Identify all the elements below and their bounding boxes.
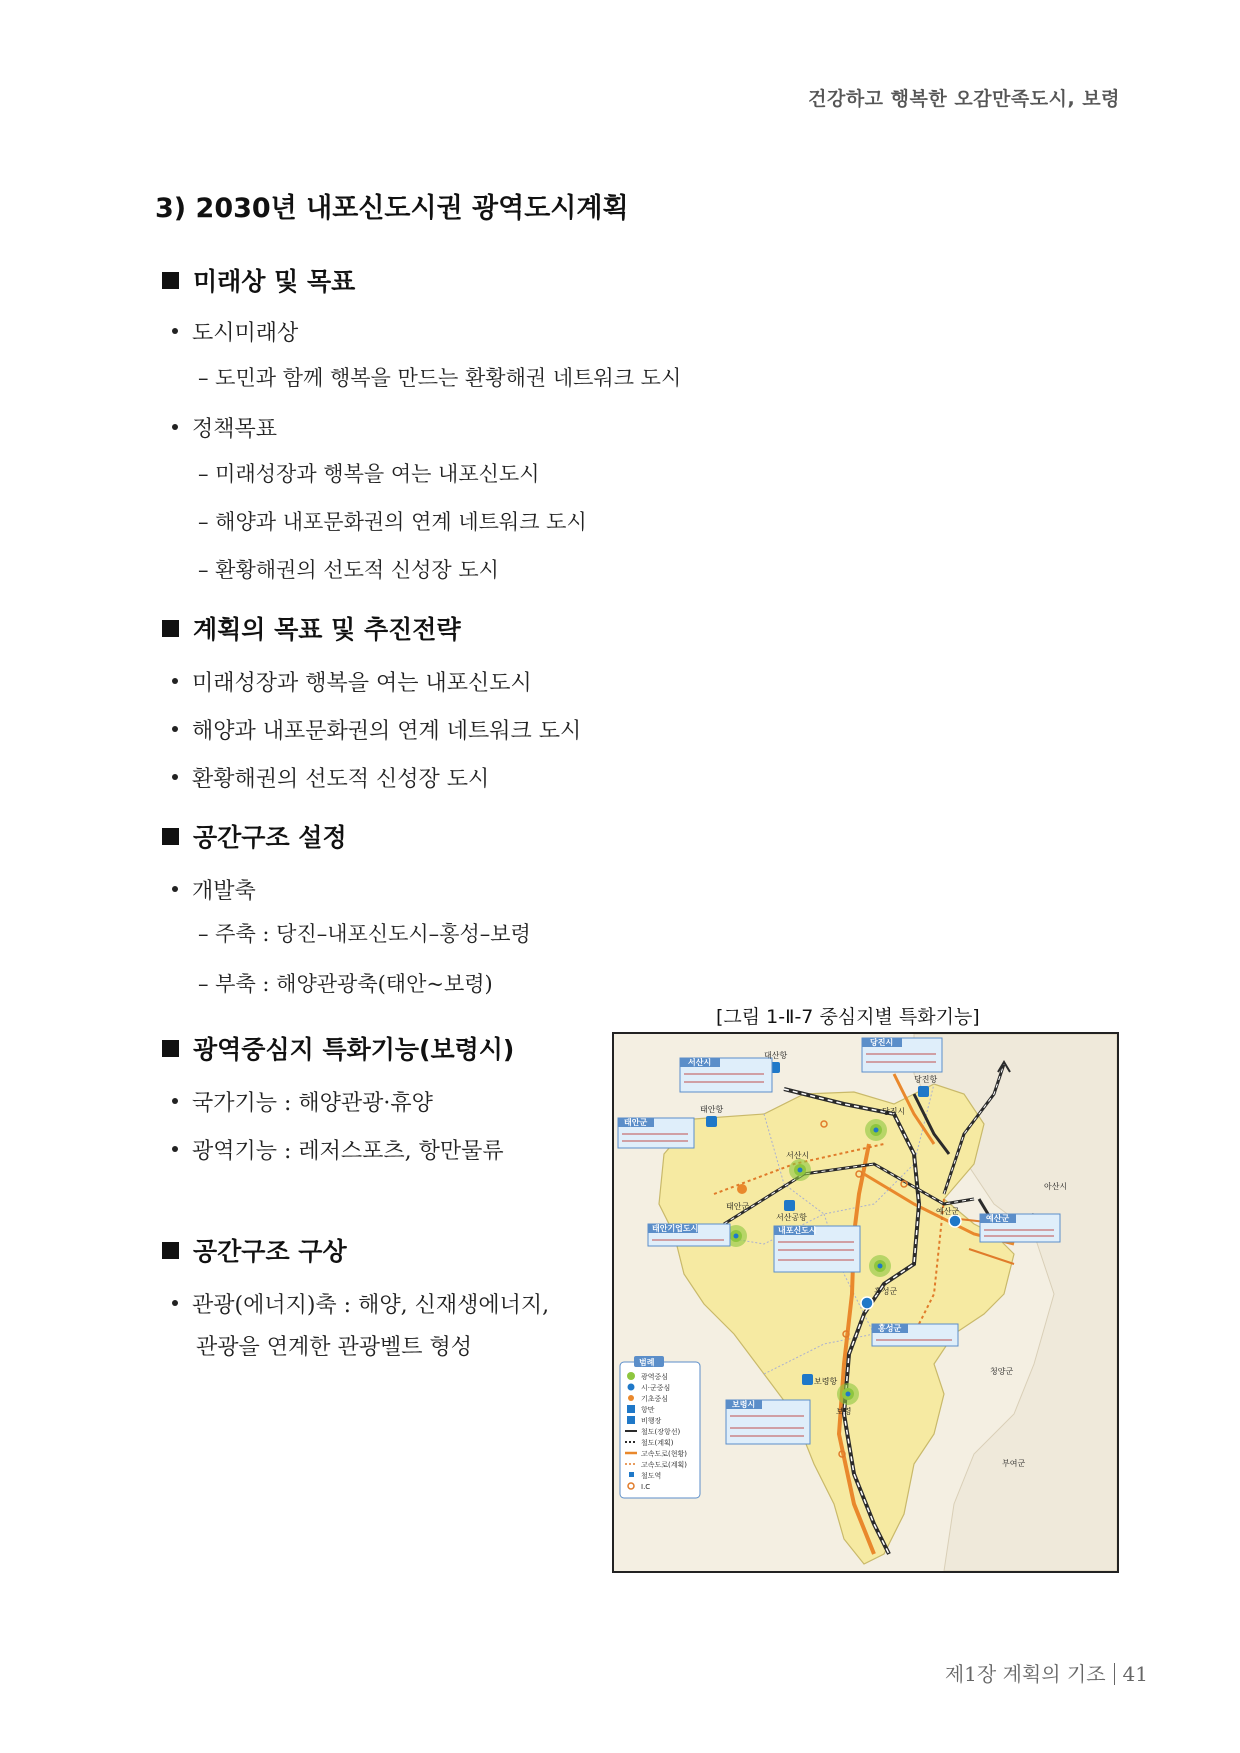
map-label: 대산항 [764, 1051, 788, 1060]
city-center-marker [949, 1215, 961, 1227]
legend-item-label: 철도(장항선) [641, 1428, 681, 1436]
legend-item-label: 시·군중심 [641, 1384, 671, 1392]
legend-wide-center-icon [627, 1372, 635, 1380]
page-number: 41 [1122, 1662, 1148, 1686]
map-label: 태안항 [700, 1105, 724, 1114]
map-label: 서산공항 [776, 1213, 807, 1222]
port-icon [802, 1374, 813, 1385]
square-bullet-icon [162, 1242, 179, 1259]
bullet-dot-icon [172, 886, 178, 892]
bullet-item: 해양과 내포문화권의 연계 네트워크 도시 [172, 714, 581, 745]
running-header: 건강하고 행복한 오감만족도시, 보령 [808, 88, 1120, 110]
airport-icon [784, 1200, 795, 1211]
heading-strategy: 계획의 목표 및 추진전략 [162, 610, 461, 646]
map-label: 청양군 [990, 1367, 1014, 1376]
legend-port-icon [627, 1405, 635, 1413]
legend-item-label: I.C [641, 1483, 651, 1491]
bullet-item: 정책목표 [172, 412, 277, 443]
wide-area-center-marker [789, 1159, 811, 1181]
heading-function: 광역중심지 특화기능(보령시) [162, 1030, 514, 1066]
legend-item-label: 항만 [641, 1406, 655, 1414]
bullet-item: 환황해권의 선도적 신성장 도시 [172, 762, 489, 793]
dash-item: – 해양과 내포문화권의 연계 네트워크 도시 [198, 510, 587, 534]
port-icon [706, 1116, 717, 1127]
legend-item-label: 철도(계획) [641, 1439, 674, 1447]
dash-item: – 부축 : 해양관광축(태안~보령) [198, 972, 493, 996]
wide-area-center-marker [865, 1119, 887, 1141]
map-label: 태안기업도시 [652, 1224, 699, 1233]
bullet-dot-icon [172, 726, 178, 732]
map-label: 서산시 [688, 1058, 712, 1067]
map-label: 홍성군 [878, 1324, 902, 1333]
map-label: 예산군 [936, 1207, 960, 1216]
square-bullet-icon [162, 1040, 179, 1057]
map-label: 당진항 [914, 1075, 938, 1084]
map-label: 태안군 [726, 1202, 750, 1211]
bullet-item: 국가기능 : 해양관광·휴양 [172, 1086, 433, 1117]
heading-vision: 미래상 및 목표 [162, 262, 355, 298]
legend-item-label: 고속도로(현황) [641, 1450, 688, 1458]
square-bullet-icon [162, 828, 179, 845]
page-footer: 제1장 계획의 기조 41 [944, 1662, 1148, 1686]
dash-item: – 주축 : 당진–내포신도시–홍성–보령 [198, 922, 531, 946]
map-label: 부여군 [1002, 1459, 1026, 1468]
map-label: 내포신도시 [778, 1226, 817, 1235]
bullet-continuation: 관광을 연계한 관광벨트 형성 [196, 1335, 473, 1360]
map-label: 서산시 [786, 1151, 810, 1160]
bullet-dot-icon [172, 774, 178, 780]
figure-caption: [그림 1-Ⅱ-7 중심지별 특화기능] [716, 1006, 980, 1028]
legend-item-label: 철도역 [641, 1472, 662, 1480]
legend-basic-center-icon [628, 1395, 634, 1401]
bullet-item: 미래성장과 행복을 여는 내포신도시 [172, 666, 532, 697]
city-center-marker [861, 1297, 873, 1309]
legend-item-label: 기초중심 [641, 1395, 669, 1403]
bullet-dot-icon [172, 1146, 178, 1152]
bullet-item: 도시미래상 [172, 316, 298, 347]
section-title: 3) 2030년 내포신도시권 광역도시계획 [155, 193, 629, 224]
port-icon [918, 1086, 929, 1097]
dash-item: – 도민과 함께 행복을 만드는 환황해권 네트워크 도시 [198, 366, 682, 390]
dash-item: – 미래성장과 행복을 여는 내포신도시 [198, 462, 540, 486]
wide-area-center-marker [837, 1383, 859, 1405]
map-label: 태안군 [624, 1118, 648, 1127]
legend-airport-icon [627, 1416, 635, 1424]
bullet-dot-icon [172, 1300, 178, 1306]
map-label: 당진시 [870, 1038, 894, 1047]
map-label: 홍성군 [874, 1287, 898, 1296]
map-label: 당진시 [882, 1107, 906, 1116]
bullet-dot-icon [172, 328, 178, 334]
dash-item: – 환황해권의 선도적 신성장 도시 [198, 558, 499, 582]
map-legend [620, 1356, 700, 1498]
footer-divider [1114, 1663, 1115, 1685]
heading-spatial: 공간구조 설정 [162, 818, 347, 854]
map-label: 보령시 [732, 1400, 756, 1409]
legend-item-label: 광역중심 [641, 1373, 669, 1381]
legend-city-center-icon [628, 1384, 635, 1391]
legend-station-icon [629, 1472, 634, 1477]
bullet-item: 광역기능 : 레저스포츠, 항만물류 [172, 1134, 504, 1165]
wide-area-center-marker [869, 1255, 891, 1277]
basic-center-marker [737, 1184, 747, 1194]
bullet-dot-icon [172, 424, 178, 430]
legend-item-label: 비행장 [641, 1417, 662, 1425]
bullet-item: 개발축 [172, 874, 256, 905]
legend-title: 범례 [639, 1358, 655, 1367]
square-bullet-icon [162, 272, 179, 289]
map-label: 보령 [836, 1407, 852, 1416]
bullet-dot-icon [172, 1098, 178, 1104]
heading-concept: 공간구조 구상 [162, 1232, 347, 1268]
bullet-item: 관광(에너지)축 : 해양, 신재생에너지, [172, 1288, 549, 1319]
legend-item-label: 고속도로(계획) [641, 1461, 688, 1469]
map-label: 보령항 [814, 1377, 838, 1386]
bullet-dot-icon [172, 678, 178, 684]
map-label: 예산군 [986, 1214, 1010, 1223]
regional-map [612, 1032, 1119, 1573]
square-bullet-icon [162, 620, 179, 637]
map-label: 아산시 [1044, 1182, 1068, 1191]
